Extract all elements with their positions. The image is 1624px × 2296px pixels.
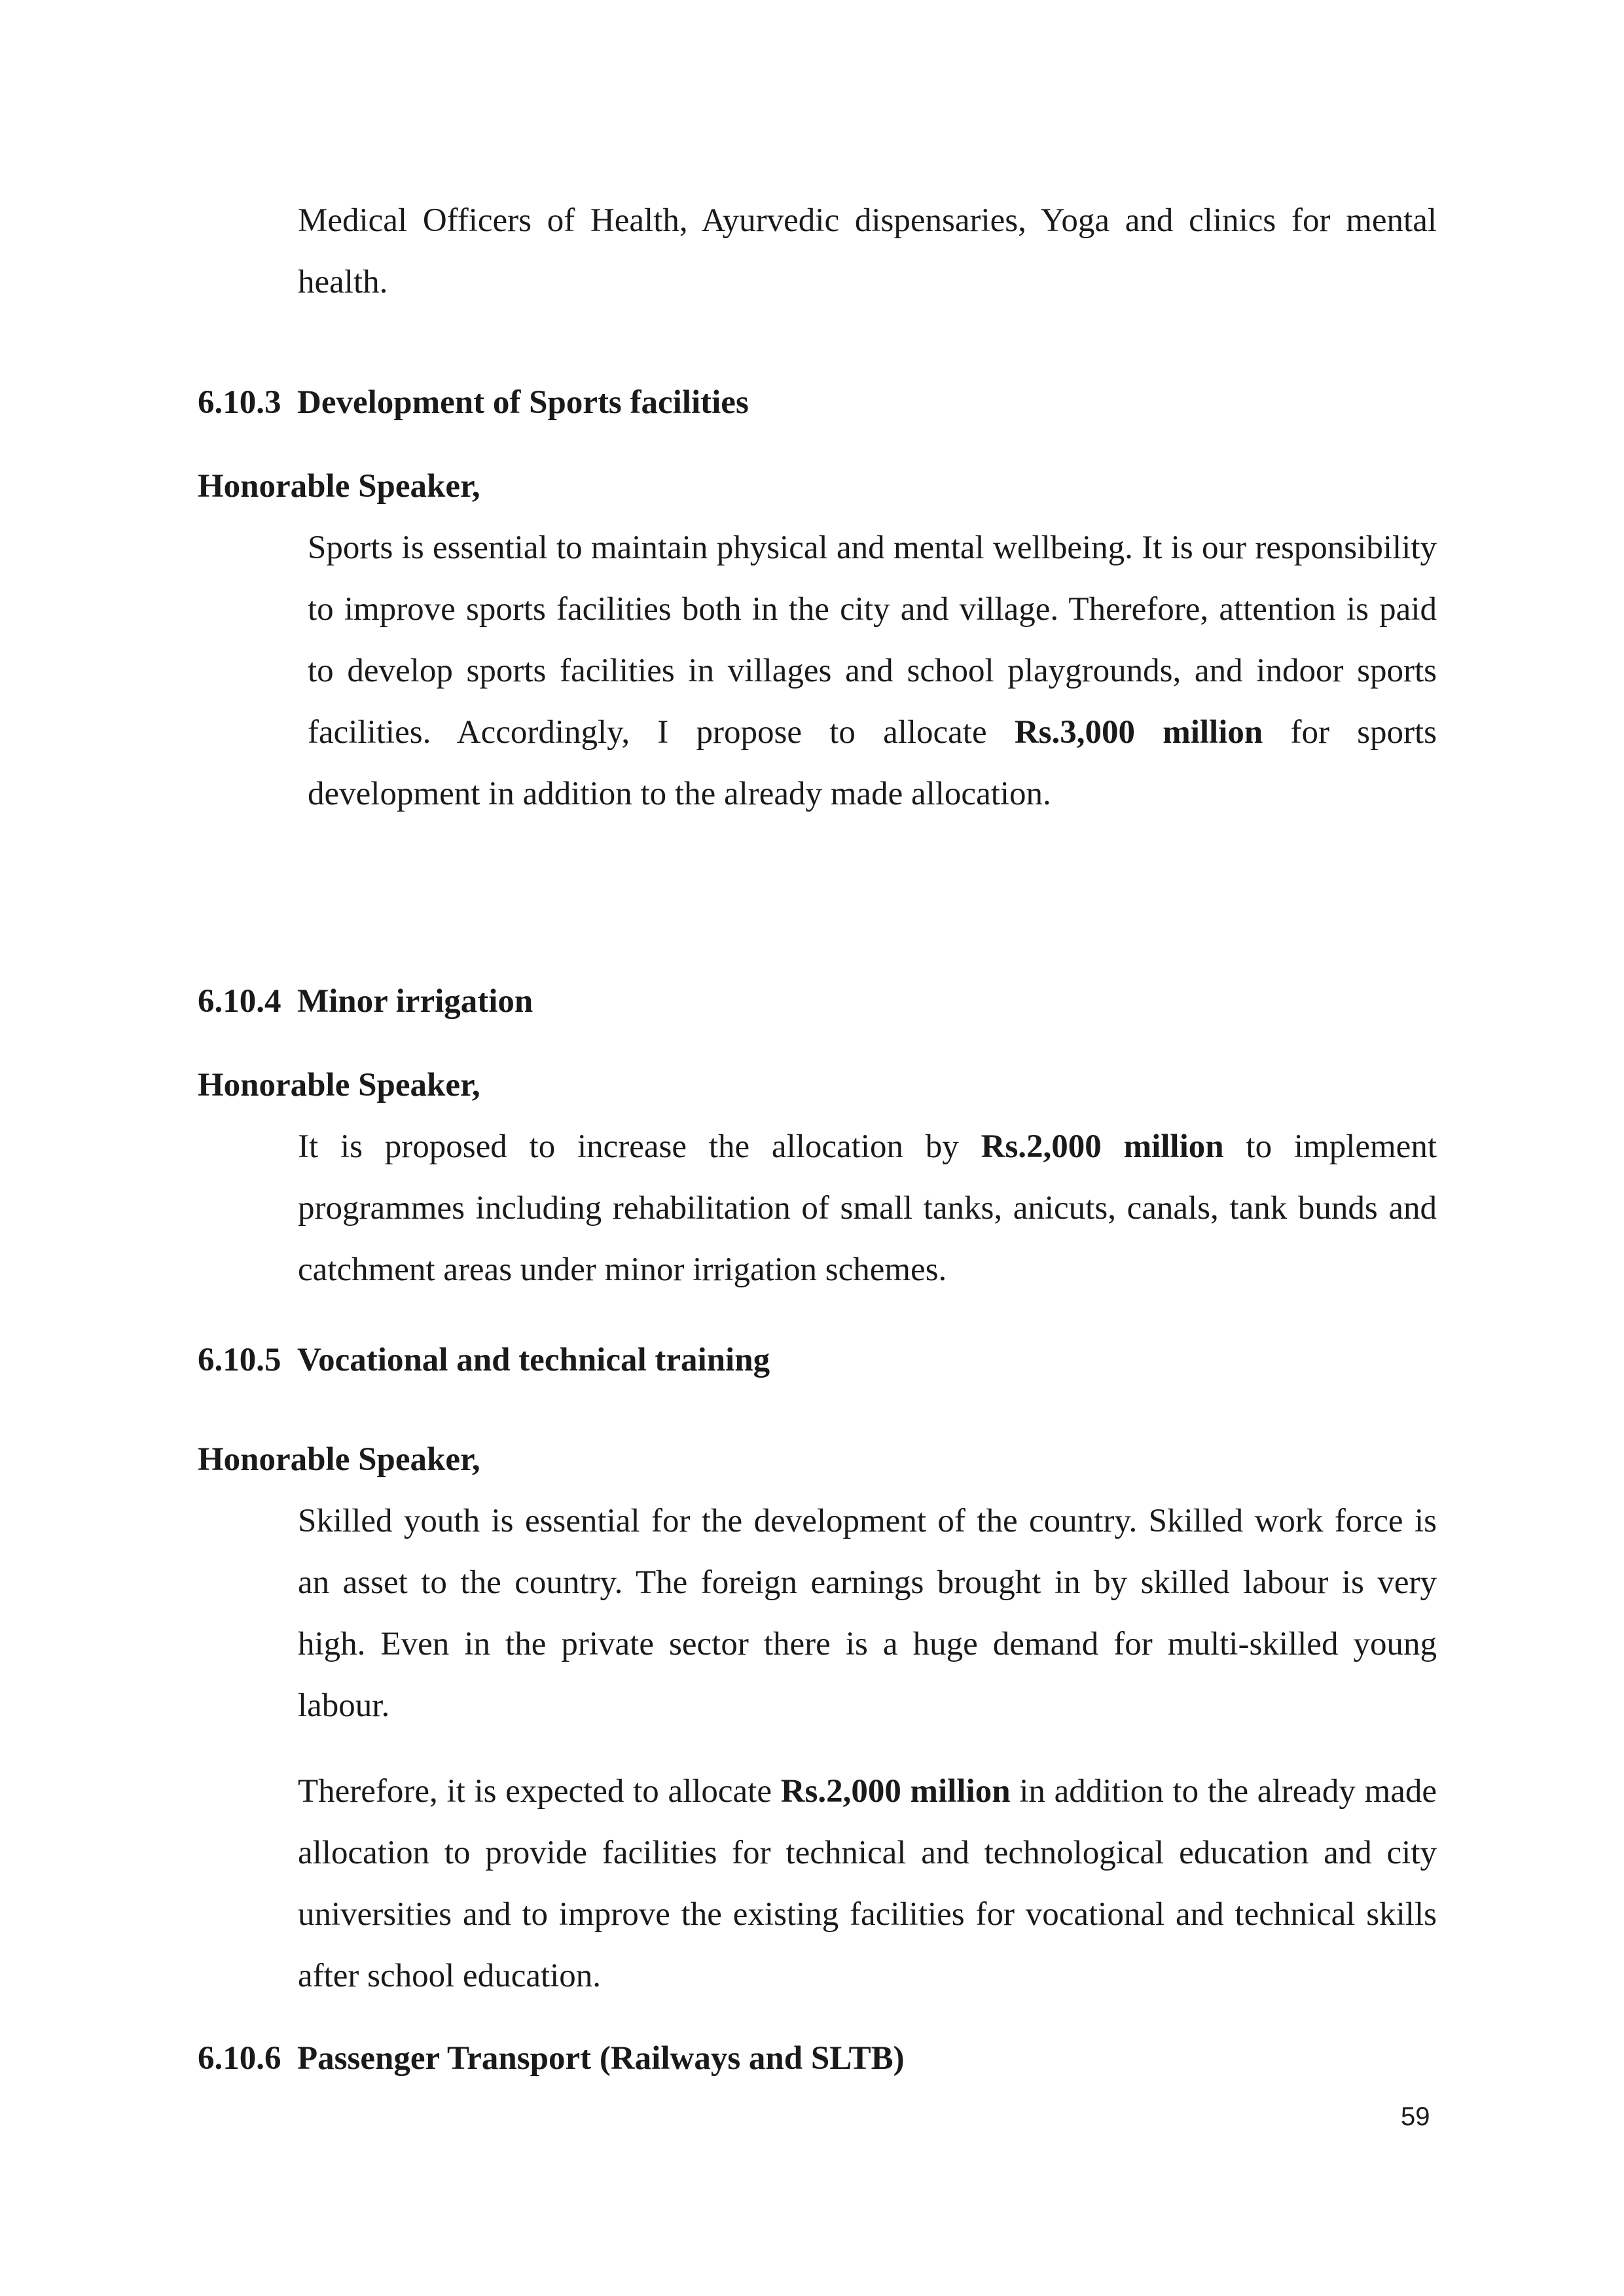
paragraph-text: in addition to the already made allocation to provide facilities for technical and technological education and city universities and to improve the existing facilities for vocational and technical skills after school education.: [298, 1773, 1437, 1994]
page-number: 59: [1401, 2102, 1430, 2131]
paragraph-text: to implement programmes including rehabilitation of small tanks, anicuts, canals, tank bunds and catchment areas under minor irrigation schemes.: [298, 1128, 1437, 1288]
paragraph-text: It is proposed to increase the allocation by: [298, 1128, 981, 1165]
section-number: 6.10.6: [198, 2040, 281, 2077]
section-number: 6.10.3: [198, 384, 281, 421]
section-title: Vocational and technical training: [297, 1342, 770, 1378]
allocation-amount: Rs.3,000 million: [1014, 714, 1263, 751]
section-heading-6-10-5: [198, 1340, 770, 1380]
section-number: 6.10.4: [198, 983, 281, 1020]
paragraph-irrigation: [298, 1116, 1437, 1300]
salutation: Honorable Speaker,: [198, 468, 480, 505]
paragraph-text: Sports is essential to maintain physical and mental wellbeing. It is our responsibility to improve sports facilities both in the city and village. Therefore, attention is paid to develop sports facilities in villages and school playgrounds, and indoor sports facilities. Accordingly, I propose to allocate: [308, 529, 1437, 751]
paragraph-vocational-allocation: [298, 1761, 1437, 2007]
paragraph-text: for sports development in addition to the already made allocation.: [308, 714, 1437, 812]
allocation-amount: Rs.2,000 million: [780, 1773, 1011, 1810]
continuation-paragraph: Medical Officers of Health, Ayurvedic dispensaries, Yoga and clinics for mental health.: [298, 202, 1437, 300]
section-title: Minor irrigation: [297, 983, 533, 1020]
section-number: 6.10.5: [198, 1342, 281, 1378]
paragraph-skilled-youth: Skilled youth is essential for the development of the country. Skilled work force is an asset to the country. The foreign earnings brought in by skilled labour is very high. Even in the private sector there is a huge demand for multi-skilled young labour.: [298, 1503, 1437, 1724]
section-heading-6-10-3: [198, 383, 749, 422]
section-heading-6-10-4: [198, 982, 533, 1021]
salutation: Honorable Speaker,: [198, 1067, 480, 1103]
salutation: Honorable Speaker,: [198, 1441, 480, 1478]
section-title: Development of Sports facilities: [297, 384, 749, 421]
section-heading-6-10-6: [198, 2039, 905, 2078]
paragraph-sports: [308, 517, 1437, 825]
paragraph-text: Therefore, it is expected to allocate: [298, 1773, 781, 1810]
allocation-amount: Rs.2,000 million: [981, 1128, 1224, 1165]
section-title: Passenger Transport (Railways and SLTB): [297, 2040, 905, 2077]
